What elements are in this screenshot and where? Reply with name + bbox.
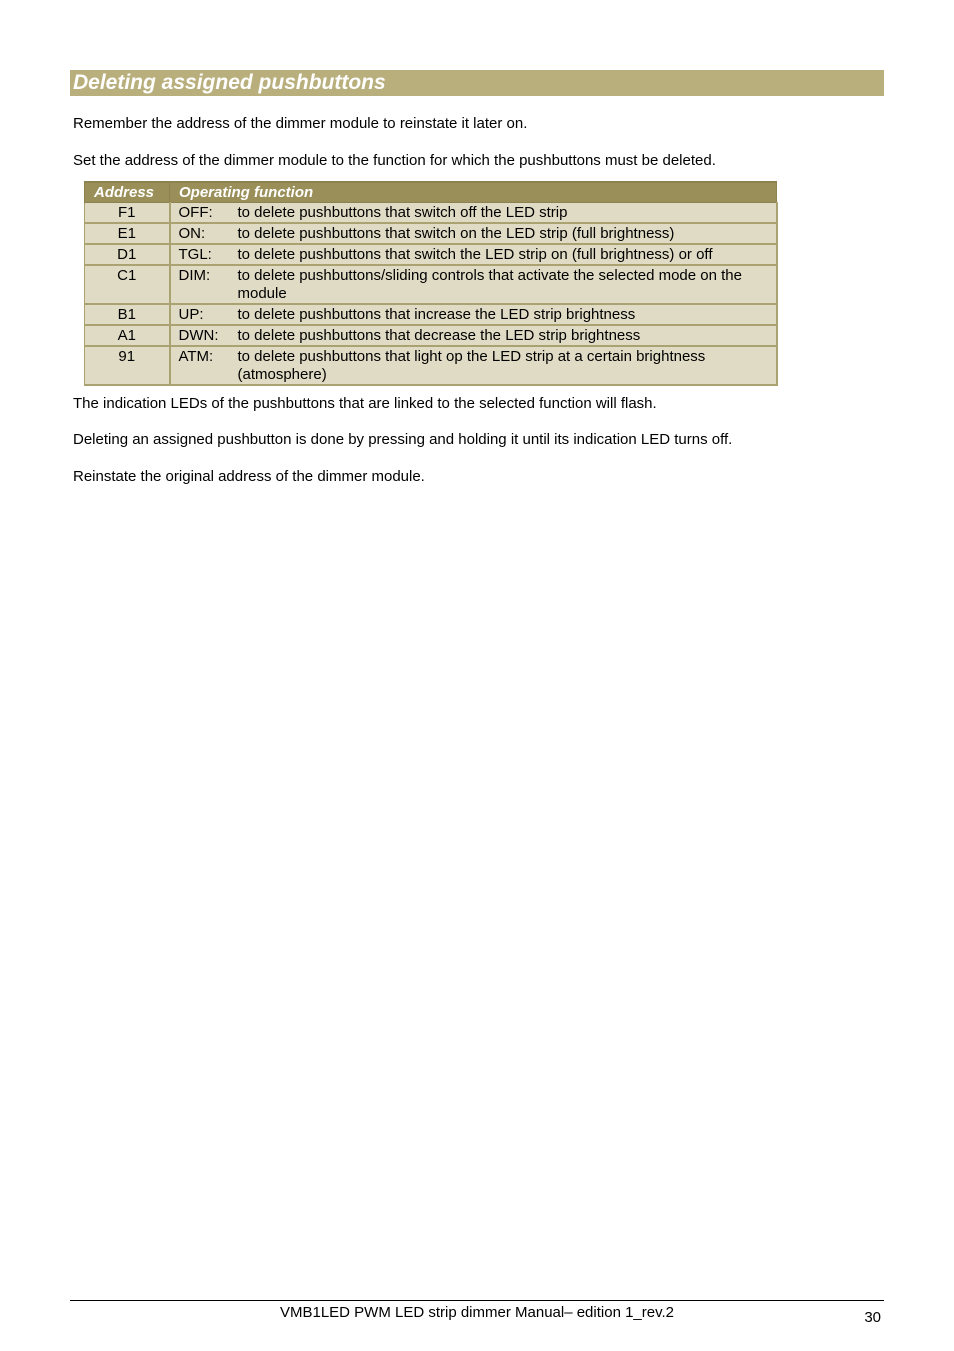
- function-description-cell: to delete pushbuttons that switch off the LED strip: [238, 203, 777, 224]
- function-description-cell: to delete pushbuttons/sliding controls that activate the selected mode on the module: [238, 265, 777, 304]
- paragraph-remember-address: Remember the address of the dimmer module to reinstate it later on.: [73, 115, 528, 132]
- function-description-cell: to delete pushbuttons that decrease the LED strip brightness: [238, 325, 777, 346]
- section-heading: Deleting assigned pushbuttons: [70, 70, 884, 96]
- page-number: 30: [864, 1309, 881, 1326]
- address-cell: 91: [85, 346, 170, 385]
- footer-title: VMB1LED PWM LED strip dimmer Manual– edition 1_rev.2: [279, 1304, 675, 1321]
- function-description-cell: to delete pushbuttons that light op the LED strip at a certain brightness (atmosphere): [238, 346, 777, 385]
- function-code-cell: ON:: [170, 223, 238, 244]
- function-description-cell: to delete pushbuttons that switch the LED strip on (full brightness) or off: [238, 244, 777, 265]
- function-code-cell: DWN:: [170, 325, 238, 346]
- address-cell: F1: [85, 203, 170, 224]
- paragraph-reinstate-address: Reinstate the original address of the dimmer module.: [73, 468, 425, 485]
- table-row: [85, 203, 777, 224]
- table-header-row: [85, 182, 777, 203]
- function-code-cell: UP:: [170, 304, 238, 325]
- address-cell: D1: [85, 244, 170, 265]
- paragraph-delete-procedure: Deleting an assigned pushbutton is done by pressing and holding it until its indication LED turns off.: [73, 431, 733, 448]
- table-row: [85, 265, 777, 304]
- function-description-cell: to delete pushbuttons that switch on the LED strip (full brightness): [238, 223, 777, 244]
- table-row: [85, 223, 777, 244]
- table-row: [85, 244, 777, 265]
- footer-divider: [70, 1300, 884, 1301]
- address-column-header: Address: [85, 182, 170, 203]
- function-code-cell: DIM:: [170, 265, 238, 304]
- operating-function-column-header: Operating function: [170, 182, 777, 203]
- address-cell: C1: [85, 265, 170, 304]
- function-code-cell: OFF:: [170, 203, 238, 224]
- address-cell: E1: [85, 223, 170, 244]
- address-cell: A1: [85, 325, 170, 346]
- function-description-cell: to delete pushbuttons that increase the LED strip brightness: [238, 304, 777, 325]
- table-row: [85, 325, 777, 346]
- table-row: [85, 346, 777, 385]
- address-cell: B1: [85, 304, 170, 325]
- function-code-cell: ATM:: [170, 346, 238, 385]
- paragraph-set-address: Set the address of the dimmer module to the function for which the pushbuttons must be deleted.: [73, 152, 716, 169]
- function-code-cell: TGL:: [170, 244, 238, 265]
- operating-function-table: [84, 181, 778, 386]
- paragraph-indication-leds: The indication LEDs of the pushbuttons that are linked to the selected function will flash.: [73, 395, 657, 412]
- table-row: [85, 304, 777, 325]
